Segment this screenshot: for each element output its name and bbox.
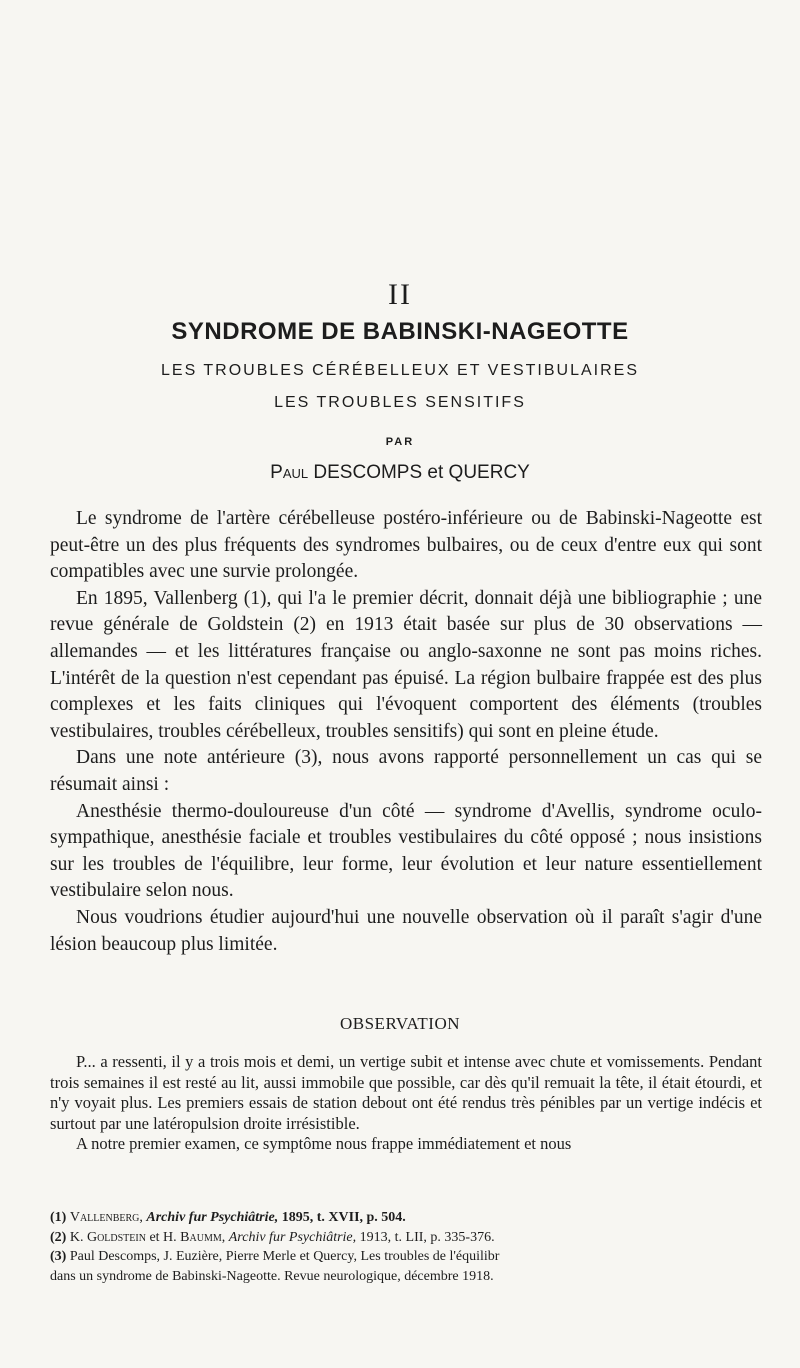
chapter-subtitle-2: LES TROUBLES SENSITIFS (274, 394, 526, 411)
by-label: PAR (385, 436, 415, 448)
chapter-number: II (388, 278, 412, 311)
authors (0, 462, 800, 484)
chapter-subtitle-1: LES TROUBLES CÉRÉBELLEUX ET VESTIBULAIRES (161, 362, 639, 379)
footnote-2: (2) K. Goldstein et H. Baumm, Archiv fur Psychiâtrie, 1913, t. LII, p. 335-376. (50, 1229, 495, 1245)
paragraph: Nous voudrions étudier aujourd'hui une nouvelle observation où il paraît s'agir d'une lésion beaucoup plus limitée. (50, 906, 762, 955)
footnotes (50, 1208, 762, 1286)
paragraph: Le syndrome de l'artère cérébelleuse postéro-inférieure ou de Babinski-Nageotte est peut-être un des plus fréquents des syndromes bulbaires, ou de ceux d'entre eux qui sont compatibles avec une survie prolongée. (50, 508, 762, 583)
paragraph: P... a ressenti, il y a trois mois et demi, un vertige subit et intense avec chute et vomissements. Pendant trois semaines il est resté au lit, aussi immobile que possible, car dès qu'il remuait la tête, il était étourdi, et n'y voyait plus. Les premiers essais de station debout ont été rendus très pénibles par un vertige indécis et surtout par une latéropulsion droite irrésistible. (50, 1052, 762, 1133)
paragraph: Anesthésie thermo-douloureuse d'un côté — syndrome d'Avellis, syndrome oculo-sympathique, anesthésie faciale et troubles vestibulaires du côté opposé ; nous insistions sur les troubles de l'équilibre, leur forme, leur évolution et leur nature essentiellement vestibulaire selon nous. (50, 800, 762, 902)
footnote-3: (3) Paul Descomps, J. Euzière, Pierre Merle et Quercy, Les troubles de l'équilibr (50, 1249, 500, 1264)
footnote-1: (1) Vallenberg, Archiv fur Psychiâtrie, 1895, t. XVII, p. 504. (50, 1210, 406, 1225)
author-names: DESCOMPS et QUERCY (308, 462, 530, 483)
paragraph: Dans une note antérieure (3), nous avons rapporté personnellement un cas qui se résumait ainsi : (50, 747, 762, 795)
body-text (50, 506, 762, 958)
chapter-title: SYNDROME DE BABINSKI-NAGEOTTE (171, 318, 629, 345)
observation-text (50, 1052, 762, 1155)
footnote-3-continued: dans un syndrome de Babinski-Nageotte. Revue neurologique, décembre 1918. (50, 1268, 494, 1284)
paragraph: A notre premier examen, ce symptôme nous frappe immédiatement et nous (76, 1134, 572, 1154)
author-first-name: Paul (270, 462, 309, 483)
section-heading: OBSERVATION (339, 1014, 460, 1033)
paragraph: En 1895, Vallenberg (1), qui l'a le premier décrit, donnait déjà une bibliographie ; une revue générale de Goldstein (2) en 1913 était basée sur plus de 30 observations — allemandes — et les littératures française ou anglo-saxonne ne sont pas moins riches. L'intérêt de la question n'est cependant pas épuisé. La région bulbaire frappée est des plus complexes et les faits cliniques qui l'évoquent comportent des éléments (troubles vestibulaires, troubles cérébelleux, troubles sensitifs) qui sont en pleine étude. (50, 587, 762, 742)
